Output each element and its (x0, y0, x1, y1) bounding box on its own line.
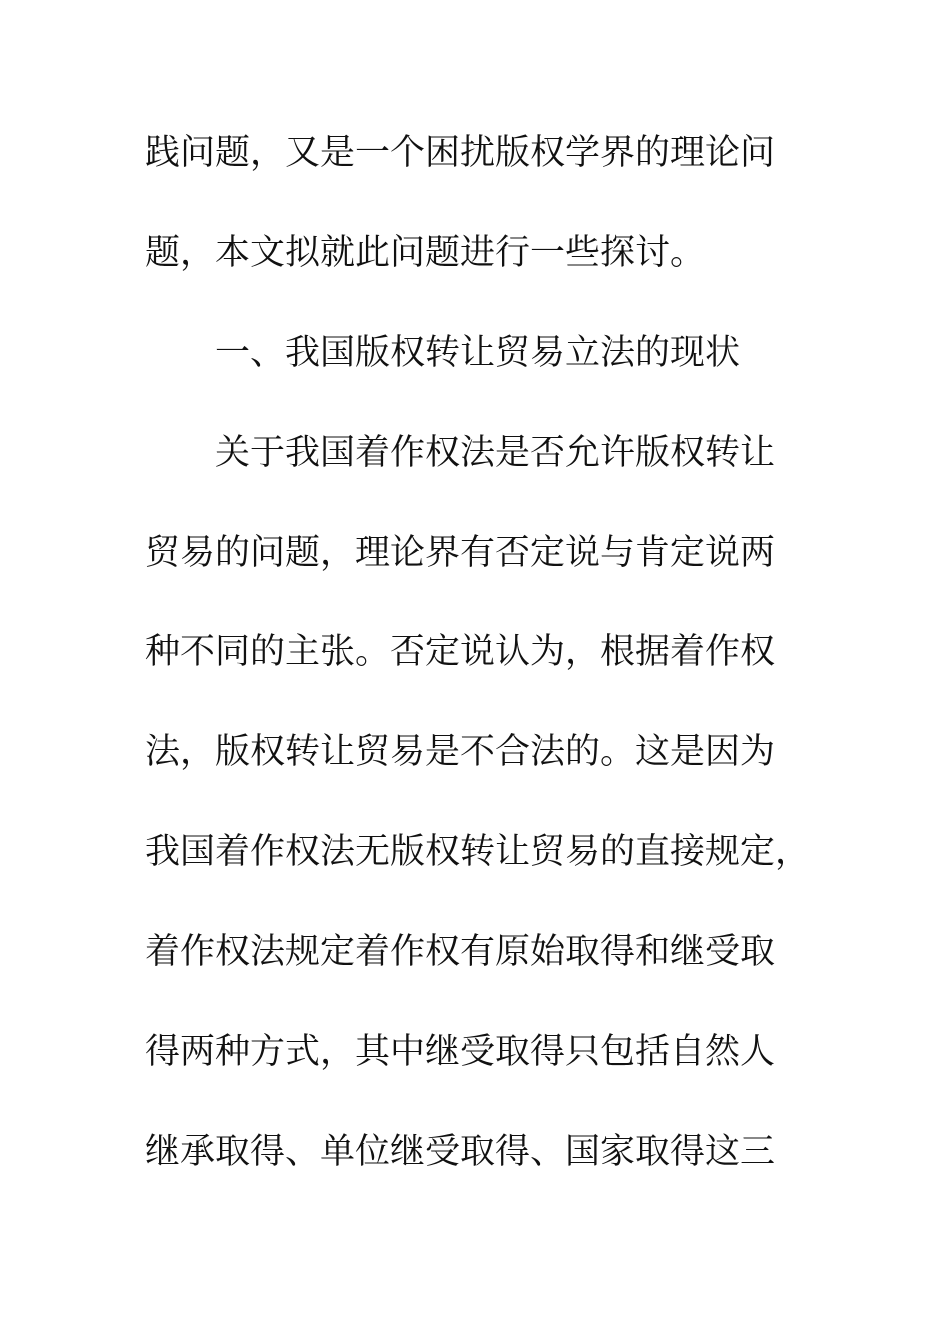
text-line-7: 法，版权转让贸易是不合法的。这是因为 (145, 732, 776, 772)
text-line-1: 践问题，又是一个困扰版权学界的理论问 (145, 133, 776, 173)
text-line-5: 贸易的问题，理论界有否定说与肯定说两 (145, 533, 776, 573)
text-line-2: 题，本文拟就此问题进行一些探讨。 (145, 233, 706, 273)
text-line-6: 种不同的主张。否定说认为，根据着作权 (145, 632, 776, 672)
text-line-9: 着作权法规定着作权有原始取得和继受取 (145, 932, 776, 972)
section-heading: 一、我国版权转让贸易立法的现状 (215, 333, 741, 373)
text-line-10: 得两种方式，其中继受取得只包括自然人 (145, 1032, 776, 1072)
text-line-11: 继承取得、单位继受取得、国家取得这三 (145, 1132, 776, 1172)
text-line-4: 关于我国着作权法是否允许版权转让 (215, 433, 776, 473)
text-line-8: 我国着作权法无版权转让贸易的直接规定， (145, 832, 811, 872)
